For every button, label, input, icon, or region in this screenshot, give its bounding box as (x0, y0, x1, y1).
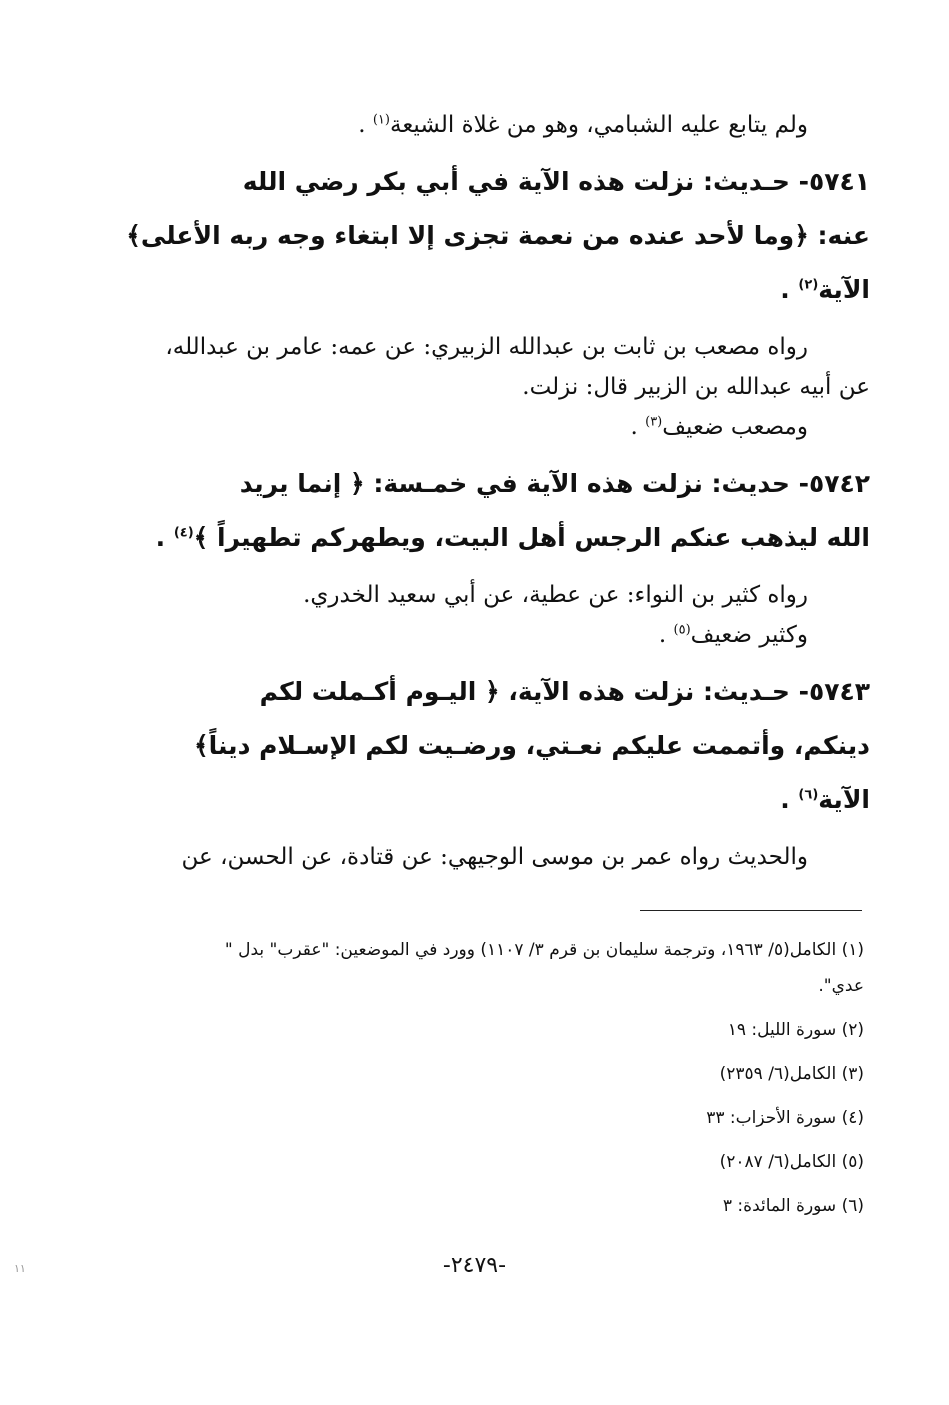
footnote-5: (٥) الكامل(٦/ ٢٠٨٧) (719, 1152, 864, 1172)
footnote-1: (١) الكامل(٥/ ١٩٦٣، وترجمة سليمان بن قرم ٣/ ١١٠٧) وورد في الموضعين: "عقرب" بدل " (224, 940, 864, 960)
hadith-5741-line3 (110, 263, 870, 317)
footnotes (110, 928, 864, 1228)
footnote-4: (٤) سورة الأحزاب: ٣٣ (706, 1108, 864, 1128)
narration-5742-line2 (110, 615, 870, 655)
hadith-5743-line1: ٥٧٤٣- حـديث: نزلت هذه الآية، ﴿ اليـوم أكـملت لكم (259, 677, 870, 706)
narration-5741-weak: ومصعب ضعيف (662, 414, 808, 440)
hadith-5743-line2: دينكم، وأتممت عليكم نعـتي، ورضـيت لكم الإسـلام ديناً﴾ (193, 731, 870, 760)
narration-5741-line2: عن أبيه عبدالله بن الزبير قال: نزلت. (522, 374, 870, 400)
intro-end: . (358, 112, 373, 138)
hadith-5741-aya: الآية (818, 275, 870, 304)
hadith-5741-line1: ٥٧٤١- حـديث: نزلت هذه الآية في أبي بكر رضي الله (242, 167, 870, 196)
hadith-5743-end: . (780, 785, 799, 814)
footnote-3: (٣) الكامل(٦/ ٢٣٥٩) (719, 1064, 864, 1084)
footnote-ref-1: (١) (372, 112, 390, 128)
footnote-6: (٦) سورة المائدة: ٣ (722, 1196, 864, 1216)
narration-5743-line1: والحديث رواه عمر بن موسى الوجيهي: عن قتادة، عن الحسن، عن (181, 844, 808, 870)
footnote-2: (٢) سورة الليل: ١٩ (727, 1020, 864, 1040)
page-number: -٢٤٧٩- (442, 1253, 507, 1278)
footnote-ref-3: (٣) (645, 414, 663, 430)
narration-5741-line3 (110, 407, 870, 447)
intro-text: ولم يتابع عليه الشبامي، وهو من غلاة الشيعة (389, 112, 808, 138)
hadith-5741-end: . (780, 275, 799, 304)
narration-5742-weak: وكثير ضعيف (690, 622, 808, 648)
hadith-5743-line3 (110, 773, 870, 827)
hadith-5742-end: . (155, 523, 174, 552)
margin-mark: ١١ (14, 1262, 26, 1275)
hadith-5743-aya: الآية (818, 785, 870, 814)
page-body (110, 105, 870, 877)
footnote-ref-6: (٦) (798, 787, 819, 803)
footnote-ref-5: (٥) (673, 622, 691, 638)
hadith-5742-line2 (110, 511, 870, 565)
hadith-5742-text: الله ليذهب عنكم الرجس أهل البيت، ويطهركم تطهيراً ﴾ (193, 523, 870, 552)
hadith-5741-line2: عنه: ﴿وما لأحد عنده من نعمة تجزى إلا ابتغاء وجه ربه الأعلى﴾ (126, 221, 870, 250)
footnote-divider (640, 910, 862, 911)
narration-5742-end: . (658, 622, 674, 648)
footnote-ref-4: (٤) (173, 525, 194, 541)
narration-5741-end: . (630, 414, 646, 440)
narration-5741-line1: رواه مصعب بن ثابت بن عبدالله الزبيري: عن عمه: عامر بن عبدالله، (165, 334, 808, 360)
footnote-ref-2: (٢) (798, 277, 819, 293)
intro-line (110, 105, 870, 145)
footnote-1-cont: عدي". (818, 976, 864, 996)
narration-5742-line1: رواه كثير بن النواء: عن عطية، عن أبي سعيد الخدري. (303, 582, 808, 608)
hadith-5742-line1: ٥٧٤٢- حديث: نزلت هذه الآية في خمـسة: ﴿ إنما يريد (239, 469, 870, 498)
